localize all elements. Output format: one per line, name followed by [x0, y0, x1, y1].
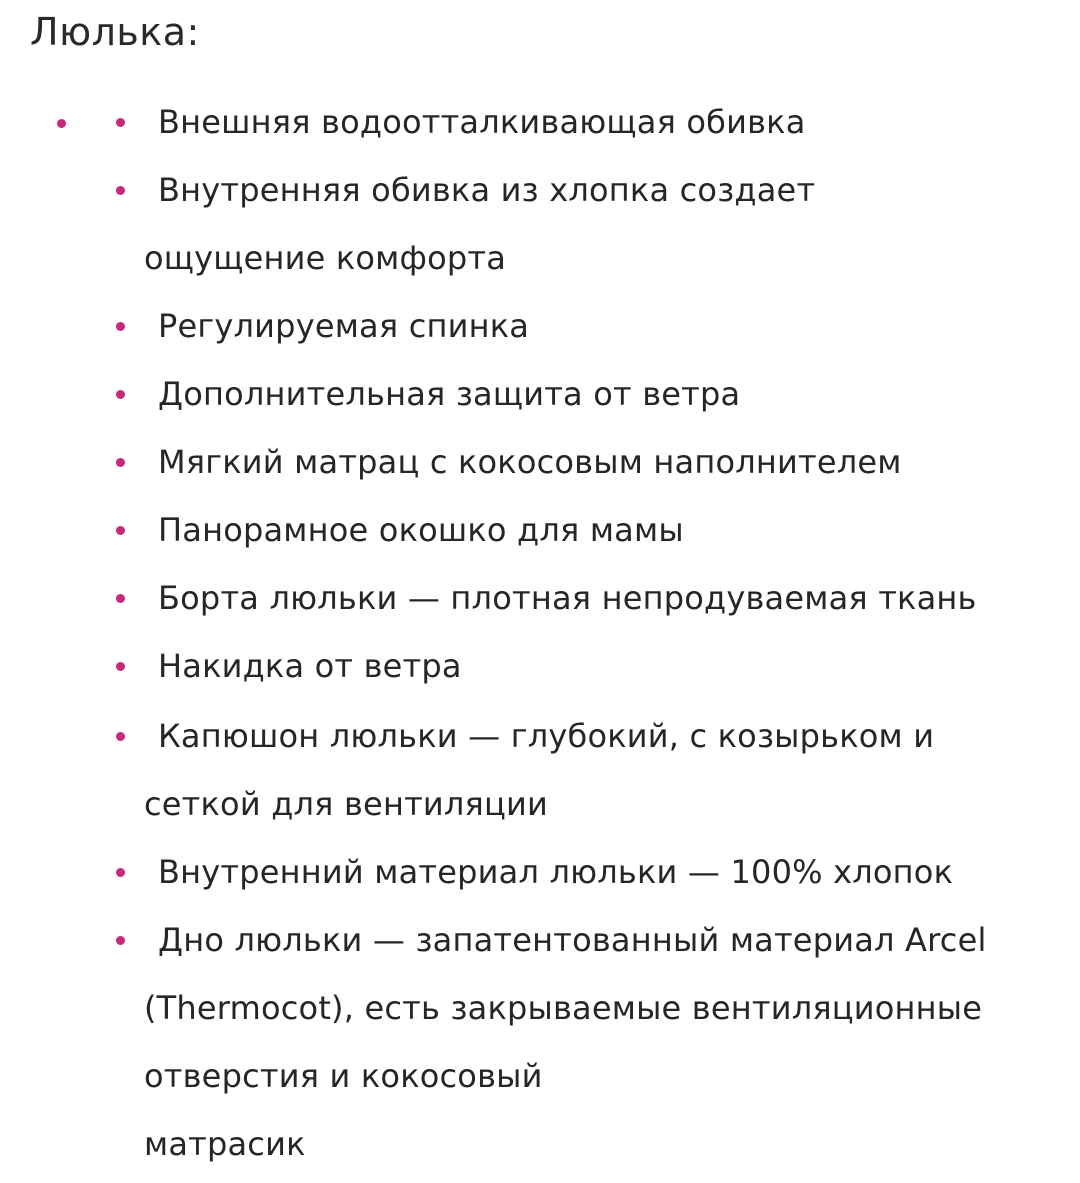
bullet-icon: [116, 594, 125, 603]
bullet-icon: [116, 390, 125, 399]
section-heading: Люлька:: [30, 10, 200, 54]
list-item-label: Накидка от ветра: [158, 647, 462, 685]
bullet-icon: [116, 526, 125, 535]
outer-bullet-icon: [57, 119, 66, 128]
list-item-label: Внутренняя обивка из хлопка создает ощущение комфорта: [144, 171, 816, 277]
bullet-icon: [116, 662, 125, 671]
bullet-icon: [116, 458, 125, 467]
list-item-label: Внешняя водоотталкивающая обивка: [158, 103, 806, 141]
list-item-label: Мягкий матрац с кокосовым наполнителем: [158, 443, 902, 481]
list-item-label: Панорамное окошко для мамы: [158, 511, 684, 549]
bullet-icon: [116, 936, 125, 945]
bullet-icon: [116, 322, 125, 331]
list-item-label: Внутренний материал люльки — 100% хлопок: [158, 853, 954, 891]
bullet-icon: [116, 118, 125, 127]
list-item-label: Дно люльки — запатентованный материал Arcel (Thermocot), есть закрываемые вентиляционные отверстия и кокосовый матрасик: [144, 921, 987, 1163]
bullet-icon: [116, 868, 125, 877]
list-item-label: Дополнительная защита от ветра: [158, 375, 741, 413]
bullet-icon: [116, 732, 125, 741]
list-item-label: Капюшон люльки — глубокий, с козырьком и сеткой для вентиляции: [144, 717, 935, 823]
list-item-label: Регулируемая спинка: [158, 307, 530, 345]
bullet-icon: [116, 186, 125, 195]
list-item-label: Борта люльки — плотная непродуваемая ткань: [158, 579, 977, 617]
